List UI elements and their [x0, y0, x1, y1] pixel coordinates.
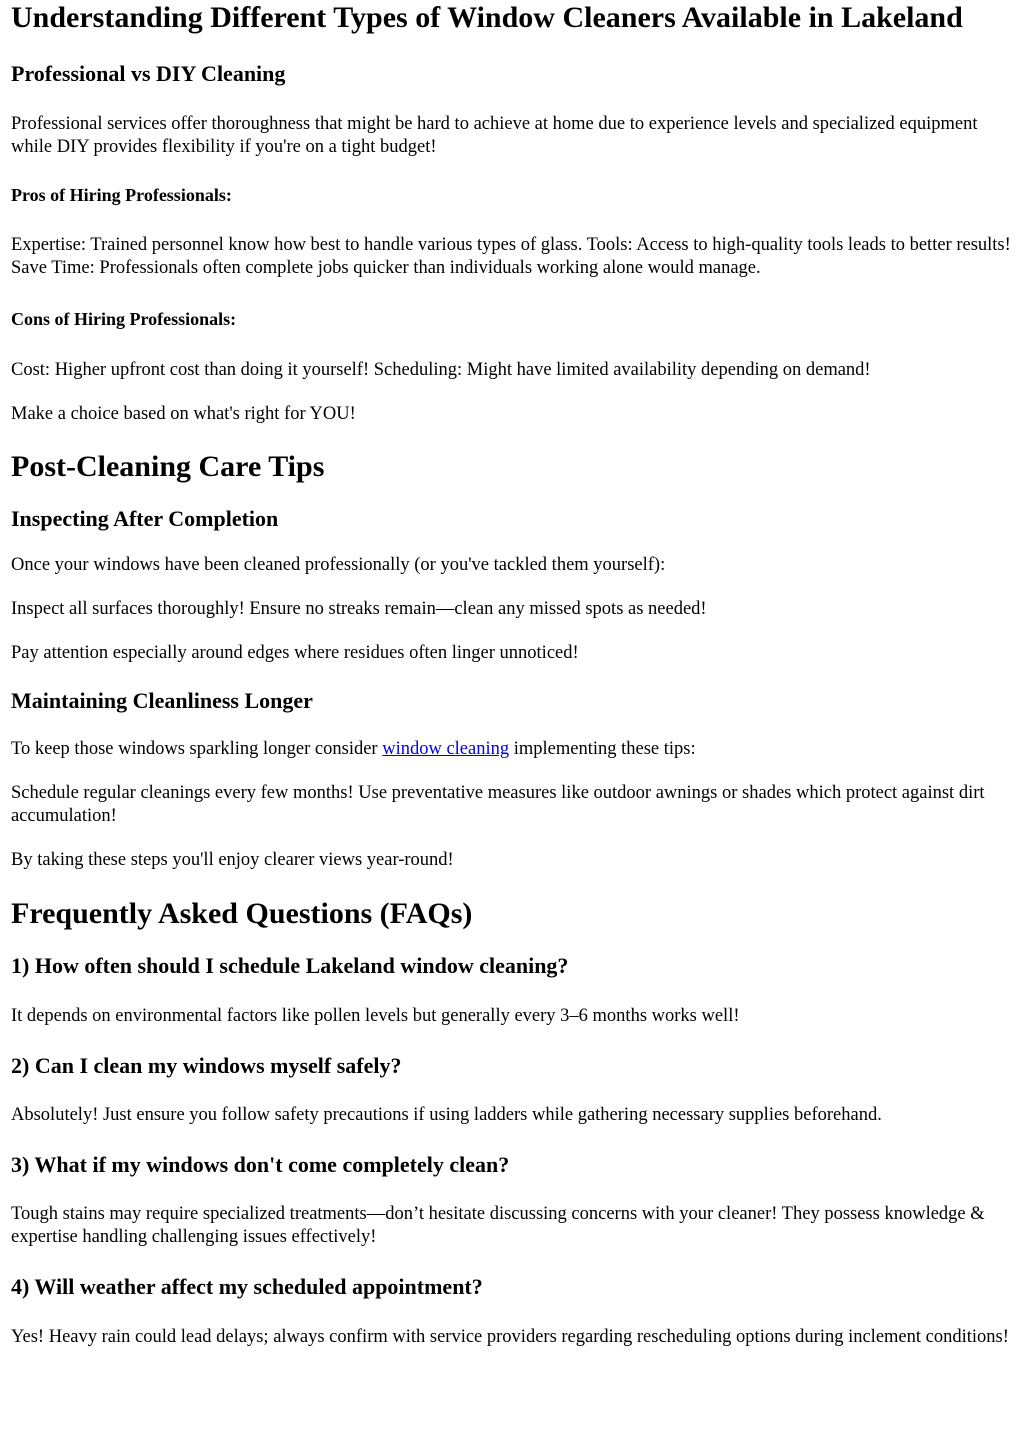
maintain-text-after: implementing these tips: [509, 739, 696, 759]
paragraph-inspect-1: Once your windows have been cleaned professionally (or you've tackled them yourself): [11, 555, 666, 575]
paragraph-maintain-3: By taking these steps you'll enjoy clearer views year-round! [11, 850, 454, 870]
subheading-cons: Cons of Hiring Professionals: [11, 309, 237, 329]
paragraph-intro: Professional services offer thoroughness that might be hard to achieve at home due to experience levels and specialized equipment while DIY provides flexibility if you're on a tight budget! [11, 114, 978, 157]
maintain-text-before: To keep those windows sparkling longer consider [11, 739, 383, 759]
faq-question-4: 4) Will weather affect my scheduled appointment? [11, 1274, 483, 1299]
paragraph-inspect-3: Pay attention especially around edges where residues often linger unnoticed! [11, 643, 579, 663]
subheading-maintaining: Maintaining Cleanliness Longer [11, 688, 313, 713]
paragraph-inspect-2: Inspect all surfaces thoroughly! Ensure no streaks remain—clean any missed spots as needed! [11, 599, 707, 619]
paragraph-maintain-2: Schedule regular cleanings every few months! Use preventative measures like outdoor awnings or shades which protect against dirt accumulation! [11, 783, 985, 826]
paragraph-maintain-1 [11, 738, 1013, 761]
section-heading-post-cleaning: Post-Cleaning Care Tips [11, 450, 325, 483]
subheading-inspecting: Inspecting After Completion [11, 506, 279, 531]
section-heading-faqs: Frequently Asked Questions (FAQs) [11, 897, 473, 930]
page-title: Understanding Different Types of Window Cleaners Available in Lakeland [11, 1, 963, 34]
faq-question-3: 3) What if my windows don't come completely clean? [11, 1152, 510, 1177]
faq-question-1: 1) How often should I schedule Lakeland window cleaning? [11, 953, 569, 978]
faq-answer-2: Absolutely! Just ensure you follow safety precautions if using ladders while gathering necessary supplies beforehand. [11, 1105, 882, 1125]
faq-question-2: 2) Can I clean my windows myself safely? [11, 1053, 402, 1078]
faq-answer-1: It depends on environmental factors like pollen levels but generally every 3–6 months works well! [11, 1006, 740, 1026]
section-heading-professional-vs-diy: Professional vs DIY Cleaning [11, 61, 286, 86]
faq-answer-4: Yes! Heavy rain could lead delays; always confirm with service providers regarding rescheduling options during inclement conditions! [11, 1327, 1009, 1347]
paragraph-cons: Cost: Higher upfront cost than doing it yourself! Scheduling: Might have limited availability depending on demand! [11, 360, 871, 380]
subheading-pros: Pros of Hiring Professionals: [11, 185, 232, 205]
paragraph-closing: Make a choice based on what's right for YOU! [11, 404, 356, 424]
faq-answer-3: Tough stains may require specialized treatments—don’t hesitate discussing concerns with your cleaner! They possess knowledge & expertise handling challenging issues effectively! [11, 1204, 985, 1247]
paragraph-pros: Expertise: Trained personnel know how best to handle various types of glass. Tools: Access to high-quality tools leads to better results! Save Time: Professionals often complete jobs quicker than individuals working alone would manage. [11, 235, 1011, 278]
window-cleaning-link[interactable]: window cleaning [382, 739, 510, 759]
